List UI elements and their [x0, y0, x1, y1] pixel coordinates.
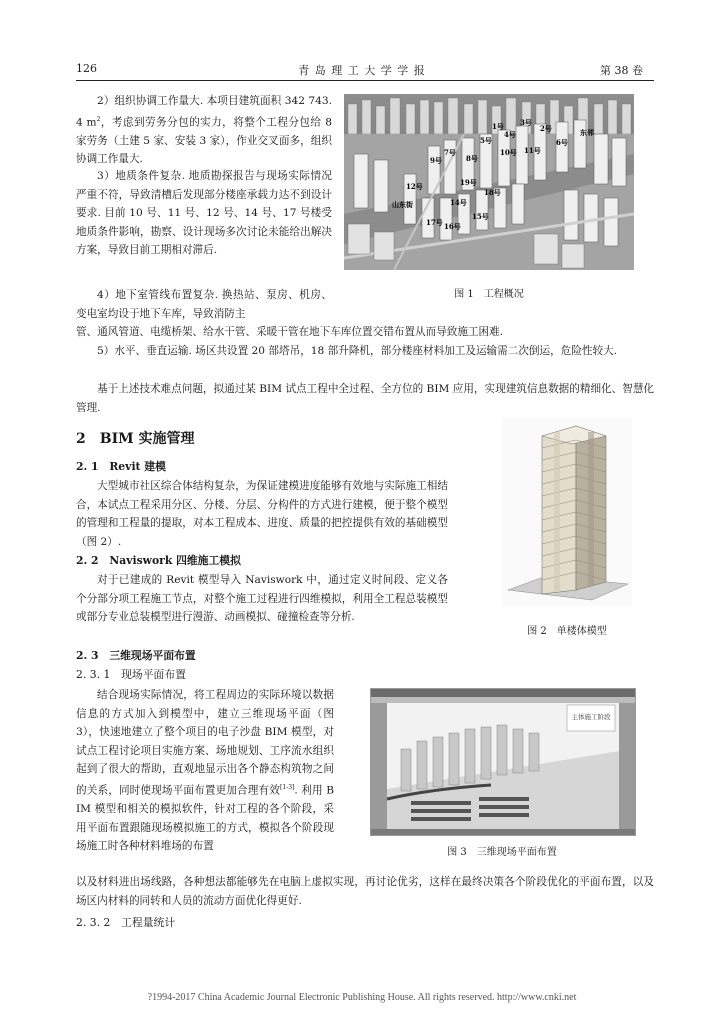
fig1-label-12: 12号 — [406, 182, 423, 191]
copyright-footer: ?1994-2017 China Academic Journal Electronic Publishing House. All rights reserved. http://www.cnki.net — [147, 992, 577, 1003]
fig3-panel-label: 主体施工阶段 — [571, 713, 611, 721]
volume-label: 第 38 卷 — [600, 64, 643, 77]
paragraph-2-2: 对于已建成的 Revit 模型导入 Naviswork 中，通过定义时间段、定义各个分部分项工程施工节点，对整个施工过程进行四维模拟，利用全工程总装模型或部分专业总装模型进行漫游、动画模拟、碰撞检查等分析. — [76, 574, 448, 624]
fig1-label-15: 15号 — [472, 212, 489, 221]
figure-2-building-model — [502, 418, 632, 606]
fig1-label-street: 山东街 — [392, 200, 413, 209]
fig1-label-17: 17号 — [426, 218, 443, 227]
fig1-label-east: 东邻 — [580, 128, 594, 137]
header-rule — [76, 80, 654, 81]
paragraph-item-5: 5）水平、垂直运输. 场区共设置 20 部塔吊，18 部升降机，部分楼座材料加工及运输需二次倒运，危险性较大. — [97, 345, 618, 357]
fig1-label-10: 10号 — [500, 148, 517, 157]
figure-1-caption: 图 1 工程概况 — [454, 289, 524, 300]
fig1-label-5: 5号 — [480, 136, 492, 145]
building-model-graphic — [502, 418, 632, 606]
fig1-label-6: 6号 — [556, 138, 568, 147]
fig1-label-19: 19号 — [460, 178, 477, 187]
fig1-label-16: 16号 — [444, 222, 461, 231]
paragraph-2-1: 大型城市社区综合体结构复杂，为保证建模进度能够有效地与实际施工相结合，本试点工程采用分区、分楼、分层、分构件的方式进行建模，便于整个模型的管理和工程量的提取，对本工程成本、进度、质量的把控提供有效的基础模型（图 2）. — [76, 480, 448, 548]
paragraph-summary: 基于上述技术难点问题，拟通过某 BIM 试点工程中全过程、全方位的 BIM 应用，实现建筑信息数据的精细化、智慧化管理. — [76, 383, 655, 414]
paragraph-item-3: 3）地质条件复杂. 地质勘探报告与现场实际情况严重不符，导致清槽后发现部分楼座承载力达不到设计要求. 目前 10 号、11 号、12 号、14 号、17 号楼受地质条件影响，勘察、设计现场多次讨论未能给出解决方案，导致目前工期相对滞后. — [76, 170, 332, 257]
paragraph-item-4-start: 4）地下室管线布置复杂. 换热站、泵房、机房、变电室均设于地下车库，导致消防主 — [76, 289, 332, 320]
aerial-photo-graphic — [344, 94, 634, 270]
paragraph-item-2: 2）组织协调工作量大. 本项目建筑面积 342 743. 4 $m^2$，考虑到劳务分包的实力，将整个工程分包给 8 家劳务（土建 5 家、安装 3 家），作业交叉面多，组织协调工作量大. — [76, 95, 332, 166]
subsection-heading-2-3: 2. 3 三维现场平面布置 — [76, 649, 196, 662]
figure-1-aerial-photo — [344, 94, 634, 270]
subsubsection-heading-2-3-2: 2. 3. 2 工程量统计 — [76, 916, 176, 929]
fig1-label-14: 14号 — [450, 198, 467, 207]
subsection-heading-2-1: 2. 1 Revit 建模 — [76, 460, 166, 473]
fig1-label-9: 9号 — [430, 156, 442, 165]
paragraph-2-3-1: 结合现场实际情况，将工程周边的实际环境以数据信息的方式加入到模型中，建立三维现场平面（图 3），快速地建立了整个项目的电子沙盘 BIM 模型，对试点工程讨论项目实施方案、场地规划、工序流水组织起到了很大的帮助，直观地显示出各个静态构筑物之间的关系，同时使现场平面布置更加合理有效[1-3]. 利用 BIM 模型和相关的模拟软件，针对工程的各个阶段，采用平面布置跟随现场模拟施工的方式，模拟各个阶段现场施工时各种材料堆场的布置 — [76, 689, 335, 853]
fig1-label-7: 7号 — [444, 148, 456, 157]
page-number: 126 — [76, 62, 97, 75]
fig1-label-3: 3号 — [520, 118, 532, 127]
subsection-heading-2-2: 2. 2 Naviswork 四维施工模拟 — [76, 554, 241, 567]
fig1-label-1: 1号 — [492, 122, 504, 131]
fig1-label-11: 11号 — [524, 146, 541, 155]
fig1-label-2: 2号 — [540, 124, 552, 133]
fig1-label-4: 4号 — [504, 130, 516, 139]
subsubsection-heading-2-3-1: 2. 3. 1 现场平面布置 — [76, 668, 186, 681]
site-layout-graphic — [371, 689, 635, 835]
section-heading-2: 2 BIM 实施管理 — [76, 431, 195, 447]
paragraph-item-4-end: 管、通风管道、电缆桥架、给水干管、采暖干管在地下车库位置交错布置从而导致施工困难. — [76, 326, 504, 338]
paragraph-2-3-1-end: 以及材料进出场线路，各种想法都能够先在电脑上虚拟实现，再讨论优劣，这样在最终决策各个阶段优化的平面布置，以及场区内材料的同转和人员的流动方面优化得更好. — [76, 876, 654, 907]
journal-title: 青 岛 理 工 大 学 学 报 — [298, 64, 426, 77]
figure-3-site-layout — [370, 688, 636, 836]
fig1-label-8: 8号 — [466, 154, 478, 163]
figure-3-caption: 图 3 三维现场平面布置 — [447, 847, 557, 858]
figure-2-caption: 图 2 单楼体模型 — [527, 626, 607, 637]
fig1-label-18: 18号 — [484, 188, 501, 197]
